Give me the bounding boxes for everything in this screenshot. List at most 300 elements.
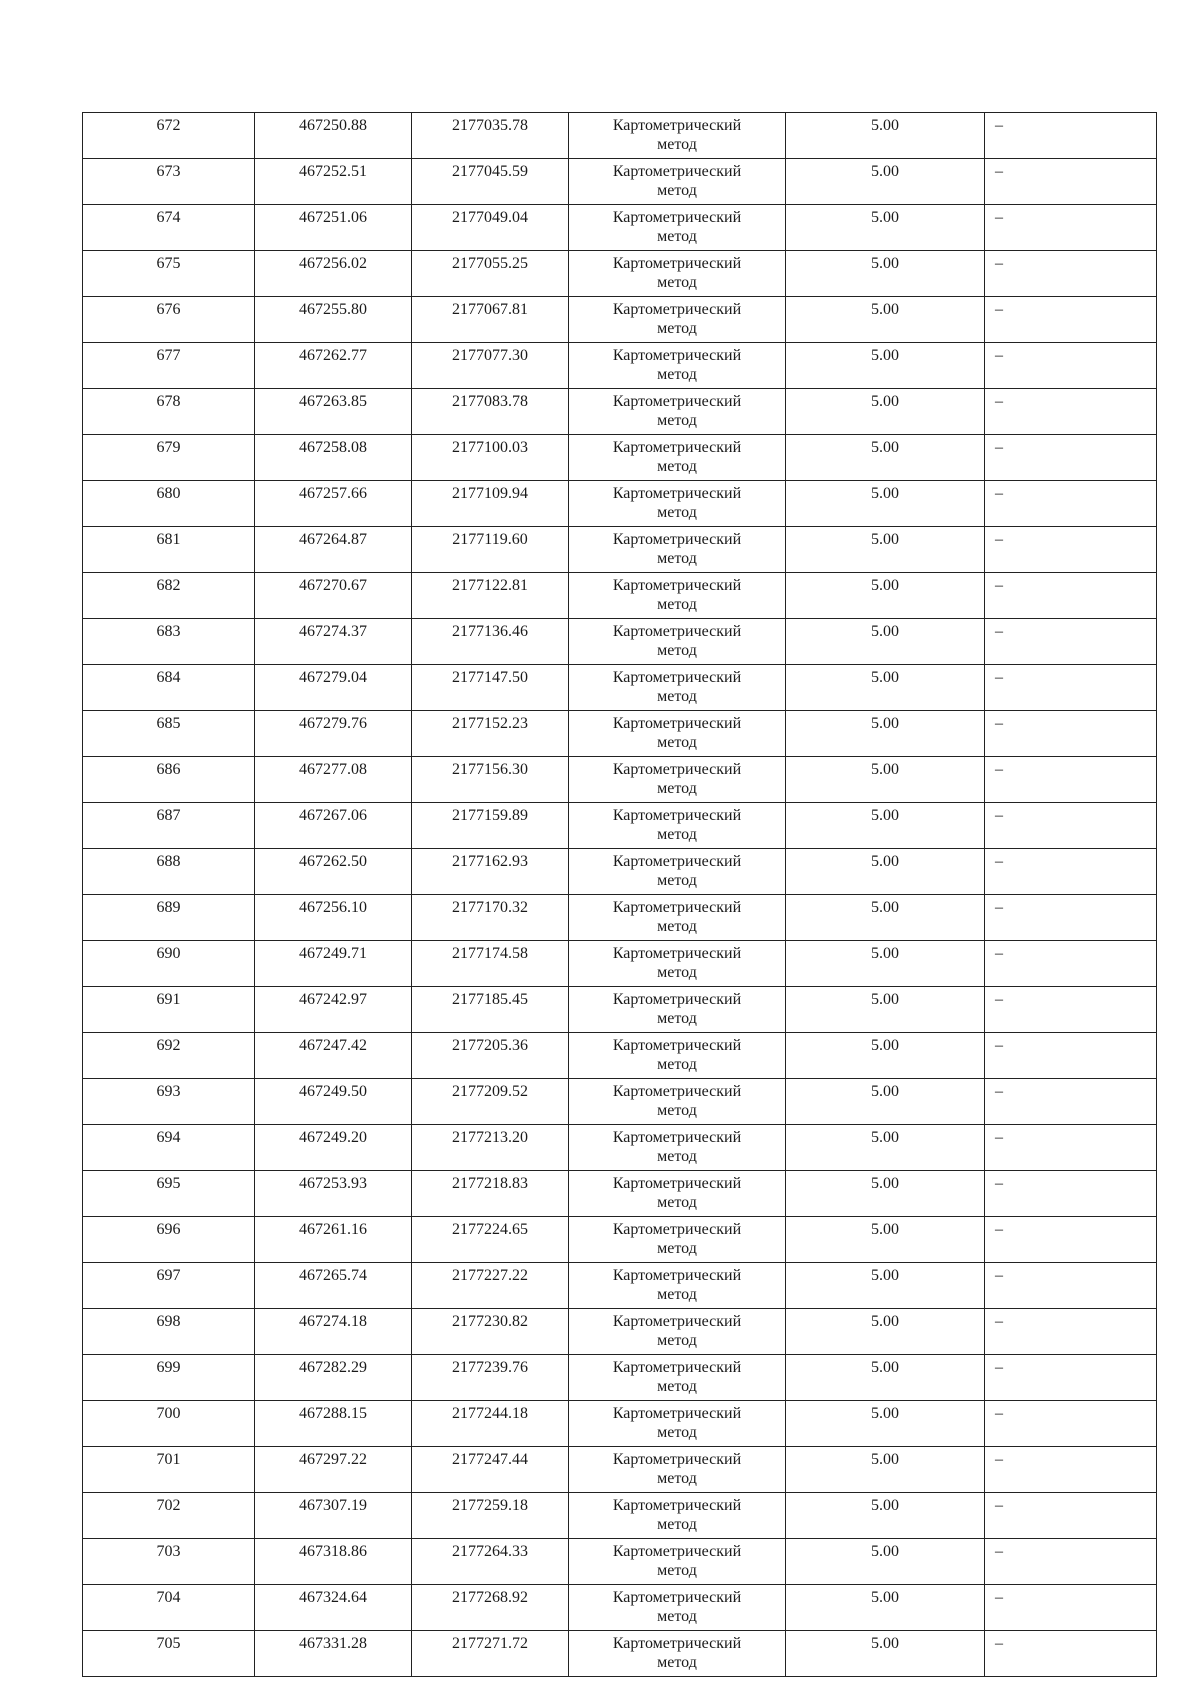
description-cell-text: – bbox=[995, 1543, 1003, 1560]
point-number-cell bbox=[83, 803, 255, 849]
table-row bbox=[83, 895, 1157, 941]
point-number-cell-text: 696 bbox=[156, 1221, 181, 1238]
description-cell-text: – bbox=[995, 485, 1003, 502]
table-row bbox=[83, 481, 1157, 527]
accuracy-cell bbox=[786, 1355, 985, 1401]
table-row bbox=[83, 1263, 1157, 1309]
x-coordinate-cell bbox=[255, 619, 412, 665]
accuracy-cell bbox=[786, 1493, 985, 1539]
y-coordinate-cell bbox=[412, 1125, 569, 1171]
accuracy-cell bbox=[786, 987, 985, 1033]
description-cell bbox=[985, 757, 1157, 803]
table-row bbox=[83, 1309, 1157, 1355]
method-cell bbox=[569, 343, 786, 389]
table-row bbox=[83, 251, 1157, 297]
point-number-cell-text: 689 bbox=[156, 899, 181, 916]
point-number-cell bbox=[83, 1631, 255, 1677]
accuracy-cell bbox=[786, 849, 985, 895]
description-cell-text: – bbox=[995, 945, 1003, 962]
y-coordinate-cell-text: 2177264.33 bbox=[452, 1543, 528, 1560]
y-coordinate-cell bbox=[412, 481, 569, 527]
x-coordinate-cell-text: 467270.67 bbox=[299, 577, 367, 594]
point-number-cell bbox=[83, 1033, 255, 1079]
table-row bbox=[83, 1079, 1157, 1125]
table-row bbox=[83, 1585, 1157, 1631]
y-coordinate-cell-text: 2177067.81 bbox=[452, 301, 528, 318]
description-cell bbox=[985, 1217, 1157, 1263]
y-coordinate-cell-text: 2177077.30 bbox=[452, 347, 528, 364]
point-number-cell-text: 674 bbox=[156, 209, 181, 226]
description-cell-text: – bbox=[995, 1589, 1003, 1606]
x-coordinate-cell bbox=[255, 665, 412, 711]
method-cell bbox=[569, 1079, 786, 1125]
x-coordinate-cell-text: 467242.97 bbox=[299, 991, 367, 1008]
y-coordinate-cell bbox=[412, 1493, 569, 1539]
y-coordinate-cell bbox=[412, 205, 569, 251]
method-cell-text: Картометрический метод bbox=[612, 255, 742, 291]
point-number-cell-text: 699 bbox=[156, 1359, 181, 1376]
description-cell bbox=[985, 297, 1157, 343]
description-cell bbox=[985, 941, 1157, 987]
point-number-cell-text: 679 bbox=[156, 439, 181, 456]
y-coordinate-cell bbox=[412, 619, 569, 665]
point-number-cell-text: 687 bbox=[156, 807, 181, 824]
accuracy-cell-text: 5.00 bbox=[871, 163, 899, 180]
point-number-cell bbox=[83, 1125, 255, 1171]
method-cell-text: Картометрический метод bbox=[612, 577, 742, 613]
method-cell-text: Картометрический метод bbox=[612, 623, 742, 659]
y-coordinate-cell-text: 2177259.18 bbox=[452, 1497, 528, 1514]
description-cell bbox=[985, 343, 1157, 389]
y-coordinate-cell-text: 2177119.60 bbox=[452, 531, 528, 548]
method-cell-text: Картометрический метод bbox=[612, 715, 742, 751]
method-cell-text: Картометрический метод bbox=[612, 1543, 742, 1579]
description-cell bbox=[985, 159, 1157, 205]
method-cell bbox=[569, 1309, 786, 1355]
y-coordinate-cell bbox=[412, 389, 569, 435]
method-cell-text: Картометрический метод bbox=[612, 1497, 742, 1533]
accuracy-cell bbox=[786, 941, 985, 987]
point-number-cell-text: 672 bbox=[156, 117, 181, 134]
point-number-cell bbox=[83, 1263, 255, 1309]
y-coordinate-cell bbox=[412, 1171, 569, 1217]
method-cell-text: Картометрический метод bbox=[612, 117, 742, 153]
x-coordinate-cell bbox=[255, 849, 412, 895]
x-coordinate-cell-text: 467267.06 bbox=[299, 807, 367, 824]
table-row bbox=[83, 757, 1157, 803]
method-cell-text: Картометрический метод bbox=[612, 1635, 742, 1671]
x-coordinate-cell bbox=[255, 389, 412, 435]
point-number-cell-text: 694 bbox=[156, 1129, 181, 1146]
description-cell bbox=[985, 895, 1157, 941]
y-coordinate-cell-text: 2177247.44 bbox=[452, 1451, 528, 1468]
x-coordinate-cell-text: 467250.88 bbox=[299, 117, 367, 134]
point-number-cell bbox=[83, 1539, 255, 1585]
table-row bbox=[83, 1539, 1157, 1585]
accuracy-cell bbox=[786, 251, 985, 297]
accuracy-cell-text: 5.00 bbox=[871, 1359, 899, 1376]
table-row bbox=[83, 803, 1157, 849]
method-cell bbox=[569, 297, 786, 343]
x-coordinate-cell bbox=[255, 159, 412, 205]
point-number-cell-text: 684 bbox=[156, 669, 181, 686]
method-cell bbox=[569, 941, 786, 987]
description-cell bbox=[985, 619, 1157, 665]
table-row bbox=[83, 205, 1157, 251]
accuracy-cell-text: 5.00 bbox=[871, 1635, 899, 1652]
method-cell bbox=[569, 1355, 786, 1401]
description-cell-text: – bbox=[995, 761, 1003, 778]
table-row bbox=[83, 1493, 1157, 1539]
point-number-cell-text: 688 bbox=[156, 853, 181, 870]
method-cell bbox=[569, 1493, 786, 1539]
method-cell bbox=[569, 803, 786, 849]
method-cell bbox=[569, 619, 786, 665]
x-coordinate-cell bbox=[255, 205, 412, 251]
x-coordinate-cell-text: 467279.04 bbox=[299, 669, 367, 686]
y-coordinate-cell bbox=[412, 941, 569, 987]
point-number-cell bbox=[83, 1171, 255, 1217]
accuracy-cell bbox=[786, 1309, 985, 1355]
accuracy-cell bbox=[786, 297, 985, 343]
accuracy-cell bbox=[786, 711, 985, 757]
accuracy-cell bbox=[786, 1631, 985, 1677]
point-number-cell bbox=[83, 711, 255, 757]
x-coordinate-cell bbox=[255, 711, 412, 757]
y-coordinate-cell bbox=[412, 1033, 569, 1079]
description-cell bbox=[985, 803, 1157, 849]
description-cell bbox=[985, 1033, 1157, 1079]
description-cell-text: – bbox=[995, 715, 1003, 732]
accuracy-cell-text: 5.00 bbox=[871, 209, 899, 226]
accuracy-cell-text: 5.00 bbox=[871, 623, 899, 640]
accuracy-cell-text: 5.00 bbox=[871, 485, 899, 502]
x-coordinate-cell-text: 467252.51 bbox=[299, 163, 367, 180]
x-coordinate-cell bbox=[255, 481, 412, 527]
y-coordinate-cell-text: 2177156.30 bbox=[452, 761, 528, 778]
y-coordinate-cell bbox=[412, 1539, 569, 1585]
y-coordinate-cell-text: 2177170.32 bbox=[452, 899, 528, 916]
description-cell bbox=[985, 711, 1157, 757]
accuracy-cell-text: 5.00 bbox=[871, 991, 899, 1008]
accuracy-cell bbox=[786, 757, 985, 803]
accuracy-cell bbox=[786, 113, 985, 159]
x-coordinate-cell bbox=[255, 343, 412, 389]
y-coordinate-cell-text: 2177185.45 bbox=[452, 991, 528, 1008]
y-coordinate-cell bbox=[412, 297, 569, 343]
x-coordinate-cell-text: 467263.85 bbox=[299, 393, 367, 410]
accuracy-cell-text: 5.00 bbox=[871, 1405, 899, 1422]
accuracy-cell-text: 5.00 bbox=[871, 853, 899, 870]
method-cell-text: Картометрический метод bbox=[612, 761, 742, 797]
description-cell bbox=[985, 987, 1157, 1033]
description-cell-text: – bbox=[995, 853, 1003, 870]
coordinates-table-body bbox=[83, 113, 1157, 1677]
y-coordinate-cell bbox=[412, 343, 569, 389]
accuracy-cell bbox=[786, 481, 985, 527]
point-number-cell bbox=[83, 297, 255, 343]
method-cell-text: Картометрический метод bbox=[612, 991, 742, 1027]
accuracy-cell bbox=[786, 619, 985, 665]
description-cell-text: – bbox=[995, 393, 1003, 410]
point-number-cell-text: 690 bbox=[156, 945, 181, 962]
x-coordinate-cell bbox=[255, 1309, 412, 1355]
x-coordinate-cell bbox=[255, 1585, 412, 1631]
description-cell-text: – bbox=[995, 1037, 1003, 1054]
accuracy-cell-text: 5.00 bbox=[871, 1037, 899, 1054]
method-cell-text: Картометрический метод bbox=[612, 853, 742, 889]
method-cell bbox=[569, 1631, 786, 1677]
description-cell-text: – bbox=[995, 163, 1003, 180]
x-coordinate-cell bbox=[255, 1079, 412, 1125]
table-row bbox=[83, 527, 1157, 573]
accuracy-cell bbox=[786, 205, 985, 251]
accuracy-cell-text: 5.00 bbox=[871, 807, 899, 824]
point-number-cell bbox=[83, 343, 255, 389]
point-number-cell-text: 686 bbox=[156, 761, 181, 778]
x-coordinate-cell bbox=[255, 297, 412, 343]
point-number-cell-text: 673 bbox=[156, 163, 181, 180]
x-coordinate-cell-text: 467251.06 bbox=[299, 209, 367, 226]
x-coordinate-cell bbox=[255, 1355, 412, 1401]
y-coordinate-cell-text: 2177174.58 bbox=[452, 945, 528, 962]
y-coordinate-cell-text: 2177045.59 bbox=[452, 163, 528, 180]
y-coordinate-cell-text: 2177230.82 bbox=[452, 1313, 528, 1330]
x-coordinate-cell bbox=[255, 1631, 412, 1677]
method-cell bbox=[569, 159, 786, 205]
x-coordinate-cell-text: 467264.87 bbox=[299, 531, 367, 548]
accuracy-cell-text: 5.00 bbox=[871, 1175, 899, 1192]
description-cell bbox=[985, 205, 1157, 251]
point-number-cell bbox=[83, 205, 255, 251]
y-coordinate-cell bbox=[412, 895, 569, 941]
x-coordinate-cell-text: 467274.37 bbox=[299, 623, 367, 640]
accuracy-cell bbox=[786, 389, 985, 435]
accuracy-cell-text: 5.00 bbox=[871, 1589, 899, 1606]
x-coordinate-cell bbox=[255, 1171, 412, 1217]
description-cell-text: – bbox=[995, 255, 1003, 272]
method-cell bbox=[569, 987, 786, 1033]
method-cell-text: Картометрический метод bbox=[612, 1129, 742, 1165]
method-cell-text: Картометрический метод bbox=[612, 163, 742, 199]
description-cell-text: – bbox=[995, 1497, 1003, 1514]
y-coordinate-cell-text: 2177268.92 bbox=[452, 1589, 528, 1606]
x-coordinate-cell bbox=[255, 941, 412, 987]
description-cell bbox=[985, 113, 1157, 159]
method-cell-text: Картометрический метод bbox=[612, 531, 742, 567]
description-cell bbox=[985, 849, 1157, 895]
accuracy-cell-text: 5.00 bbox=[871, 1543, 899, 1560]
point-number-cell bbox=[83, 665, 255, 711]
accuracy-cell-text: 5.00 bbox=[871, 1221, 899, 1238]
point-number-cell-text: 704 bbox=[156, 1589, 181, 1606]
x-coordinate-cell bbox=[255, 987, 412, 1033]
point-number-cell bbox=[83, 619, 255, 665]
point-number-cell-text: 692 bbox=[156, 1037, 181, 1054]
x-coordinate-cell-text: 467277.08 bbox=[299, 761, 367, 778]
method-cell bbox=[569, 251, 786, 297]
method-cell bbox=[569, 1401, 786, 1447]
x-coordinate-cell-text: 467255.80 bbox=[299, 301, 367, 318]
table-row bbox=[83, 1125, 1157, 1171]
description-cell bbox=[985, 573, 1157, 619]
y-coordinate-cell bbox=[412, 1355, 569, 1401]
y-coordinate-cell bbox=[412, 849, 569, 895]
method-cell bbox=[569, 389, 786, 435]
y-coordinate-cell-text: 2177049.04 bbox=[452, 209, 528, 226]
table-row bbox=[83, 1033, 1157, 1079]
method-cell bbox=[569, 1585, 786, 1631]
x-coordinate-cell-text: 467279.76 bbox=[299, 715, 367, 732]
y-coordinate-cell bbox=[412, 757, 569, 803]
description-cell-text: – bbox=[995, 577, 1003, 594]
point-number-cell bbox=[83, 1401, 255, 1447]
y-coordinate-cell bbox=[412, 1631, 569, 1677]
table-row bbox=[83, 987, 1157, 1033]
accuracy-cell-text: 5.00 bbox=[871, 1267, 899, 1284]
description-cell-text: – bbox=[995, 1267, 1003, 1284]
y-coordinate-cell-text: 2177035.78 bbox=[452, 117, 528, 134]
x-coordinate-cell bbox=[255, 435, 412, 481]
y-coordinate-cell bbox=[412, 665, 569, 711]
x-coordinate-cell-text: 467288.15 bbox=[299, 1405, 367, 1422]
y-coordinate-cell-text: 2177122.81 bbox=[452, 577, 528, 594]
y-coordinate-cell-text: 2177205.36 bbox=[452, 1037, 528, 1054]
accuracy-cell bbox=[786, 803, 985, 849]
method-cell bbox=[569, 1125, 786, 1171]
accuracy-cell bbox=[786, 1171, 985, 1217]
x-coordinate-cell bbox=[255, 1539, 412, 1585]
x-coordinate-cell-text: 467324.64 bbox=[299, 1589, 367, 1606]
point-number-cell-text: 680 bbox=[156, 485, 181, 502]
point-number-cell bbox=[83, 389, 255, 435]
x-coordinate-cell bbox=[255, 1217, 412, 1263]
point-number-cell-text: 700 bbox=[156, 1405, 181, 1422]
method-cell bbox=[569, 849, 786, 895]
table-row bbox=[83, 665, 1157, 711]
x-coordinate-cell-text: 467262.50 bbox=[299, 853, 367, 870]
point-number-cell-text: 698 bbox=[156, 1313, 181, 1330]
table-row bbox=[83, 389, 1157, 435]
y-coordinate-cell bbox=[412, 1585, 569, 1631]
y-coordinate-cell-text: 2177162.93 bbox=[452, 853, 528, 870]
y-coordinate-cell bbox=[412, 113, 569, 159]
accuracy-cell-text: 5.00 bbox=[871, 899, 899, 916]
point-number-cell-text: 685 bbox=[156, 715, 181, 732]
accuracy-cell-text: 5.00 bbox=[871, 393, 899, 410]
point-number-cell-text: 693 bbox=[156, 1083, 181, 1100]
x-coordinate-cell bbox=[255, 1493, 412, 1539]
x-coordinate-cell bbox=[255, 573, 412, 619]
description-cell-text: – bbox=[995, 1083, 1003, 1100]
y-coordinate-cell-text: 2177109.94 bbox=[452, 485, 528, 502]
table-row bbox=[83, 849, 1157, 895]
y-coordinate-cell-text: 2177083.78 bbox=[452, 393, 528, 410]
description-cell bbox=[985, 481, 1157, 527]
point-number-cell bbox=[83, 573, 255, 619]
description-cell-text: – bbox=[995, 1451, 1003, 1468]
point-number-cell bbox=[83, 527, 255, 573]
method-cell bbox=[569, 1539, 786, 1585]
y-coordinate-cell bbox=[412, 1217, 569, 1263]
method-cell bbox=[569, 1447, 786, 1493]
point-number-cell bbox=[83, 1355, 255, 1401]
table-row bbox=[83, 1217, 1157, 1263]
method-cell-text: Картометрический метод bbox=[612, 485, 742, 521]
accuracy-cell-text: 5.00 bbox=[871, 761, 899, 778]
method-cell-text: Картометрический метод bbox=[612, 301, 742, 337]
point-number-cell bbox=[83, 895, 255, 941]
accuracy-cell-text: 5.00 bbox=[871, 117, 899, 134]
accuracy-cell-text: 5.00 bbox=[871, 945, 899, 962]
x-coordinate-cell bbox=[255, 1401, 412, 1447]
point-number-cell bbox=[83, 1309, 255, 1355]
point-number-cell bbox=[83, 1217, 255, 1263]
accuracy-cell-text: 5.00 bbox=[871, 439, 899, 456]
y-coordinate-cell-text: 2177227.22 bbox=[452, 1267, 528, 1284]
method-cell-text: Картометрический метод bbox=[612, 1037, 742, 1073]
x-coordinate-cell bbox=[255, 757, 412, 803]
accuracy-cell bbox=[786, 343, 985, 389]
x-coordinate-cell-text: 467257.66 bbox=[299, 485, 367, 502]
accuracy-cell-text: 5.00 bbox=[871, 301, 899, 318]
method-cell-text: Картометрический метод bbox=[612, 1175, 742, 1211]
description-cell bbox=[985, 1309, 1157, 1355]
point-number-cell-text: 678 bbox=[156, 393, 181, 410]
method-cell-text: Картометрический метод bbox=[612, 1313, 742, 1349]
description-cell bbox=[985, 435, 1157, 481]
accuracy-cell bbox=[786, 1033, 985, 1079]
description-cell-text: – bbox=[995, 1175, 1003, 1192]
point-number-cell bbox=[83, 1447, 255, 1493]
accuracy-cell bbox=[786, 1585, 985, 1631]
x-coordinate-cell bbox=[255, 1125, 412, 1171]
description-cell-text: – bbox=[995, 531, 1003, 548]
x-coordinate-cell-text: 467262.77 bbox=[299, 347, 367, 364]
description-cell bbox=[985, 1447, 1157, 1493]
accuracy-cell bbox=[786, 527, 985, 573]
point-number-cell bbox=[83, 1079, 255, 1125]
point-number-cell bbox=[83, 849, 255, 895]
accuracy-cell bbox=[786, 1539, 985, 1585]
accuracy-cell-text: 5.00 bbox=[871, 1313, 899, 1330]
method-cell-text: Картометрический метод bbox=[612, 669, 742, 705]
point-number-cell bbox=[83, 1585, 255, 1631]
method-cell bbox=[569, 113, 786, 159]
accuracy-cell-text: 5.00 bbox=[871, 1451, 899, 1468]
point-number-cell-text: 681 bbox=[156, 531, 181, 548]
point-number-cell bbox=[83, 113, 255, 159]
x-coordinate-cell-text: 467249.20 bbox=[299, 1129, 367, 1146]
method-cell-text: Картометрический метод bbox=[612, 393, 742, 429]
point-number-cell-text: 702 bbox=[156, 1497, 181, 1514]
x-coordinate-cell-text: 467331.28 bbox=[299, 1635, 367, 1652]
table-row bbox=[83, 1631, 1157, 1677]
x-coordinate-cell bbox=[255, 895, 412, 941]
x-coordinate-cell-text: 467256.10 bbox=[299, 899, 367, 916]
description-cell-text: – bbox=[995, 347, 1003, 364]
x-coordinate-cell-text: 467256.02 bbox=[299, 255, 367, 272]
description-cell bbox=[985, 1263, 1157, 1309]
y-coordinate-cell-text: 2177209.52 bbox=[452, 1083, 528, 1100]
description-cell-text: – bbox=[995, 439, 1003, 456]
point-number-cell bbox=[83, 251, 255, 297]
method-cell bbox=[569, 1171, 786, 1217]
accuracy-cell bbox=[786, 435, 985, 481]
method-cell-text: Картометрический метод bbox=[612, 1221, 742, 1257]
method-cell-text: Картометрический метод bbox=[612, 1267, 742, 1303]
accuracy-cell-text: 5.00 bbox=[871, 1129, 899, 1146]
